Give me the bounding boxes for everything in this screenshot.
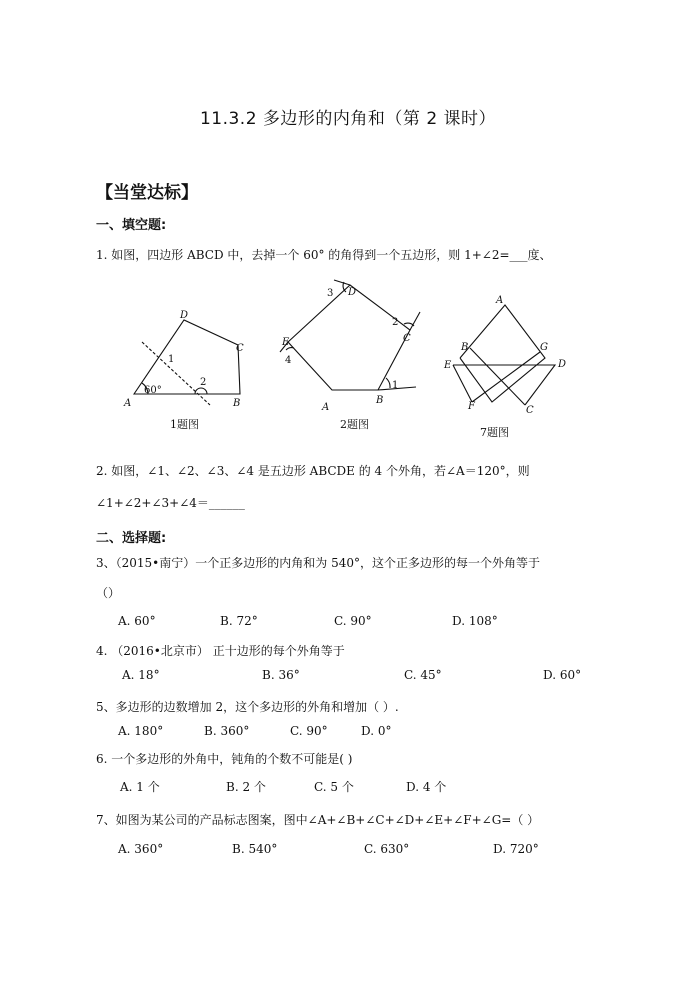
question-4: 4. （2016•北京市） 正十边形的每个外角等于 (96, 644, 345, 658)
q6-option-d: D. 4 个 (406, 780, 447, 794)
q7-option-a: A. 360° (118, 842, 164, 856)
fig7-label-a: A (496, 295, 504, 306)
fig7-label-g: G (540, 342, 548, 353)
q3-option-b: B. 72° (220, 614, 258, 628)
q4-option-c: C. 45° (404, 668, 442, 682)
fig2-angle1-arc (386, 378, 390, 388)
q4-option-d: D. 60° (543, 668, 582, 682)
fig7-bottom-shape (453, 365, 555, 405)
fig7-label-d: D (558, 359, 567, 370)
question-3-line-1: 3、（2015•南宁）一个正多边形的内角和为 540°，这个正多边形的每一个外角等于 (96, 556, 540, 570)
q4-option-a: A. 18° (122, 668, 160, 682)
question-7: 7、如图为某公司的产品标志图案，图中∠A+∠B+∠C+∠D+∠E+∠F+∠G=（ ） (96, 813, 540, 827)
q7-option-b: B. 540° (232, 842, 278, 856)
q6-option-a: A. 1 个 (120, 780, 160, 794)
question-5: 5、多边形的边数增加 2，这个多边形的外角和增加（ ）. (96, 700, 399, 714)
fig2-label-b: B (376, 395, 384, 406)
fig2-ext-line-d (334, 280, 350, 285)
fig2-label-3: 3 (327, 288, 334, 299)
q5-option-c: C. 90° (290, 724, 328, 738)
fig2-angle4-arc (286, 348, 294, 350)
figures-row (120, 270, 580, 449)
question-2-line-1: 2. 如图，∠1、∠2、∠3、∠4 是五边形 ABCDE 的 4 个外角，若∠A＝120°，则 (96, 464, 530, 478)
fig2-ext-line-c (410, 312, 420, 330)
fig1-label-a: A (124, 398, 132, 409)
fig7-label-c: C (526, 405, 534, 416)
question-1: 1. 如图，四边形 ABCD 中，去掉一个 60° 的角得到一个五边形，则 1+∠2=___度、 (96, 248, 552, 262)
q4-option-b: B. 36° (262, 668, 300, 682)
fig7-left-square (460, 305, 545, 402)
fig1-label-b: B (233, 398, 241, 409)
fig2-pentagon (288, 285, 410, 390)
q3-option-c: C. 90° (334, 614, 372, 628)
part-fill-in-heading: 一、填空题: (96, 218, 167, 233)
question-6: 6. 一个多边形的外角中，钝角的个数不可能是( ) (96, 752, 353, 766)
q5-option-a: A. 180° (118, 724, 164, 738)
fig1-label-60: 60° (144, 385, 162, 396)
fig2-label-a: A (322, 402, 330, 413)
fig7-label-e: E (444, 360, 452, 371)
q7-option-d: D. 720° (493, 842, 539, 856)
fig2-label-e: E (282, 337, 290, 348)
fig1-caption: 1题图 (170, 418, 199, 431)
fig2-label-d: D (348, 287, 357, 298)
fig7-caption: 7题图 (480, 426, 509, 439)
q6-option-b: B. 2 个 (226, 780, 266, 794)
q3-option-a: A. 60° (118, 614, 156, 628)
fig1-label-1: 1 (168, 354, 175, 365)
part-choice-heading: 二、选择题: (96, 531, 167, 546)
fig2-caption: 2题图 (340, 418, 369, 431)
fig1-label-2: 2 (200, 377, 207, 388)
q6-option-c: C. 5 个 (314, 780, 354, 794)
fig1-label-c: C (236, 343, 244, 354)
section-heading: 【当堂达标】 (96, 183, 198, 203)
fig2-label-c: C (403, 333, 411, 344)
fig2-label-2: 2 (392, 317, 399, 328)
fig7-line-fg (472, 352, 540, 402)
fig1-angle2-arc (195, 388, 207, 394)
question-3-line-2: （） (96, 586, 121, 600)
fig7-line-bc (470, 348, 525, 405)
q7-option-c: C. 630° (364, 842, 410, 856)
page-title: 11.3.2 多边形的内角和（第 2 课时） (199, 109, 497, 129)
q5-option-d: D. 0° (361, 724, 392, 738)
fig1-quadrilateral (134, 320, 240, 394)
fig7-label-f: F (468, 401, 475, 412)
fig7-label-b: B (461, 342, 469, 353)
geometry-figures (120, 270, 580, 445)
q5-option-b: B. 360° (204, 724, 250, 738)
fig2-label-4: 4 (285, 355, 292, 366)
question-2-line-2: ∠1+∠2+∠3+∠4＝______ (96, 496, 245, 510)
fig1-label-d: D (180, 310, 189, 321)
q3-option-d: D. 108° (452, 614, 498, 628)
fig2-label-1: 1 (392, 380, 399, 391)
